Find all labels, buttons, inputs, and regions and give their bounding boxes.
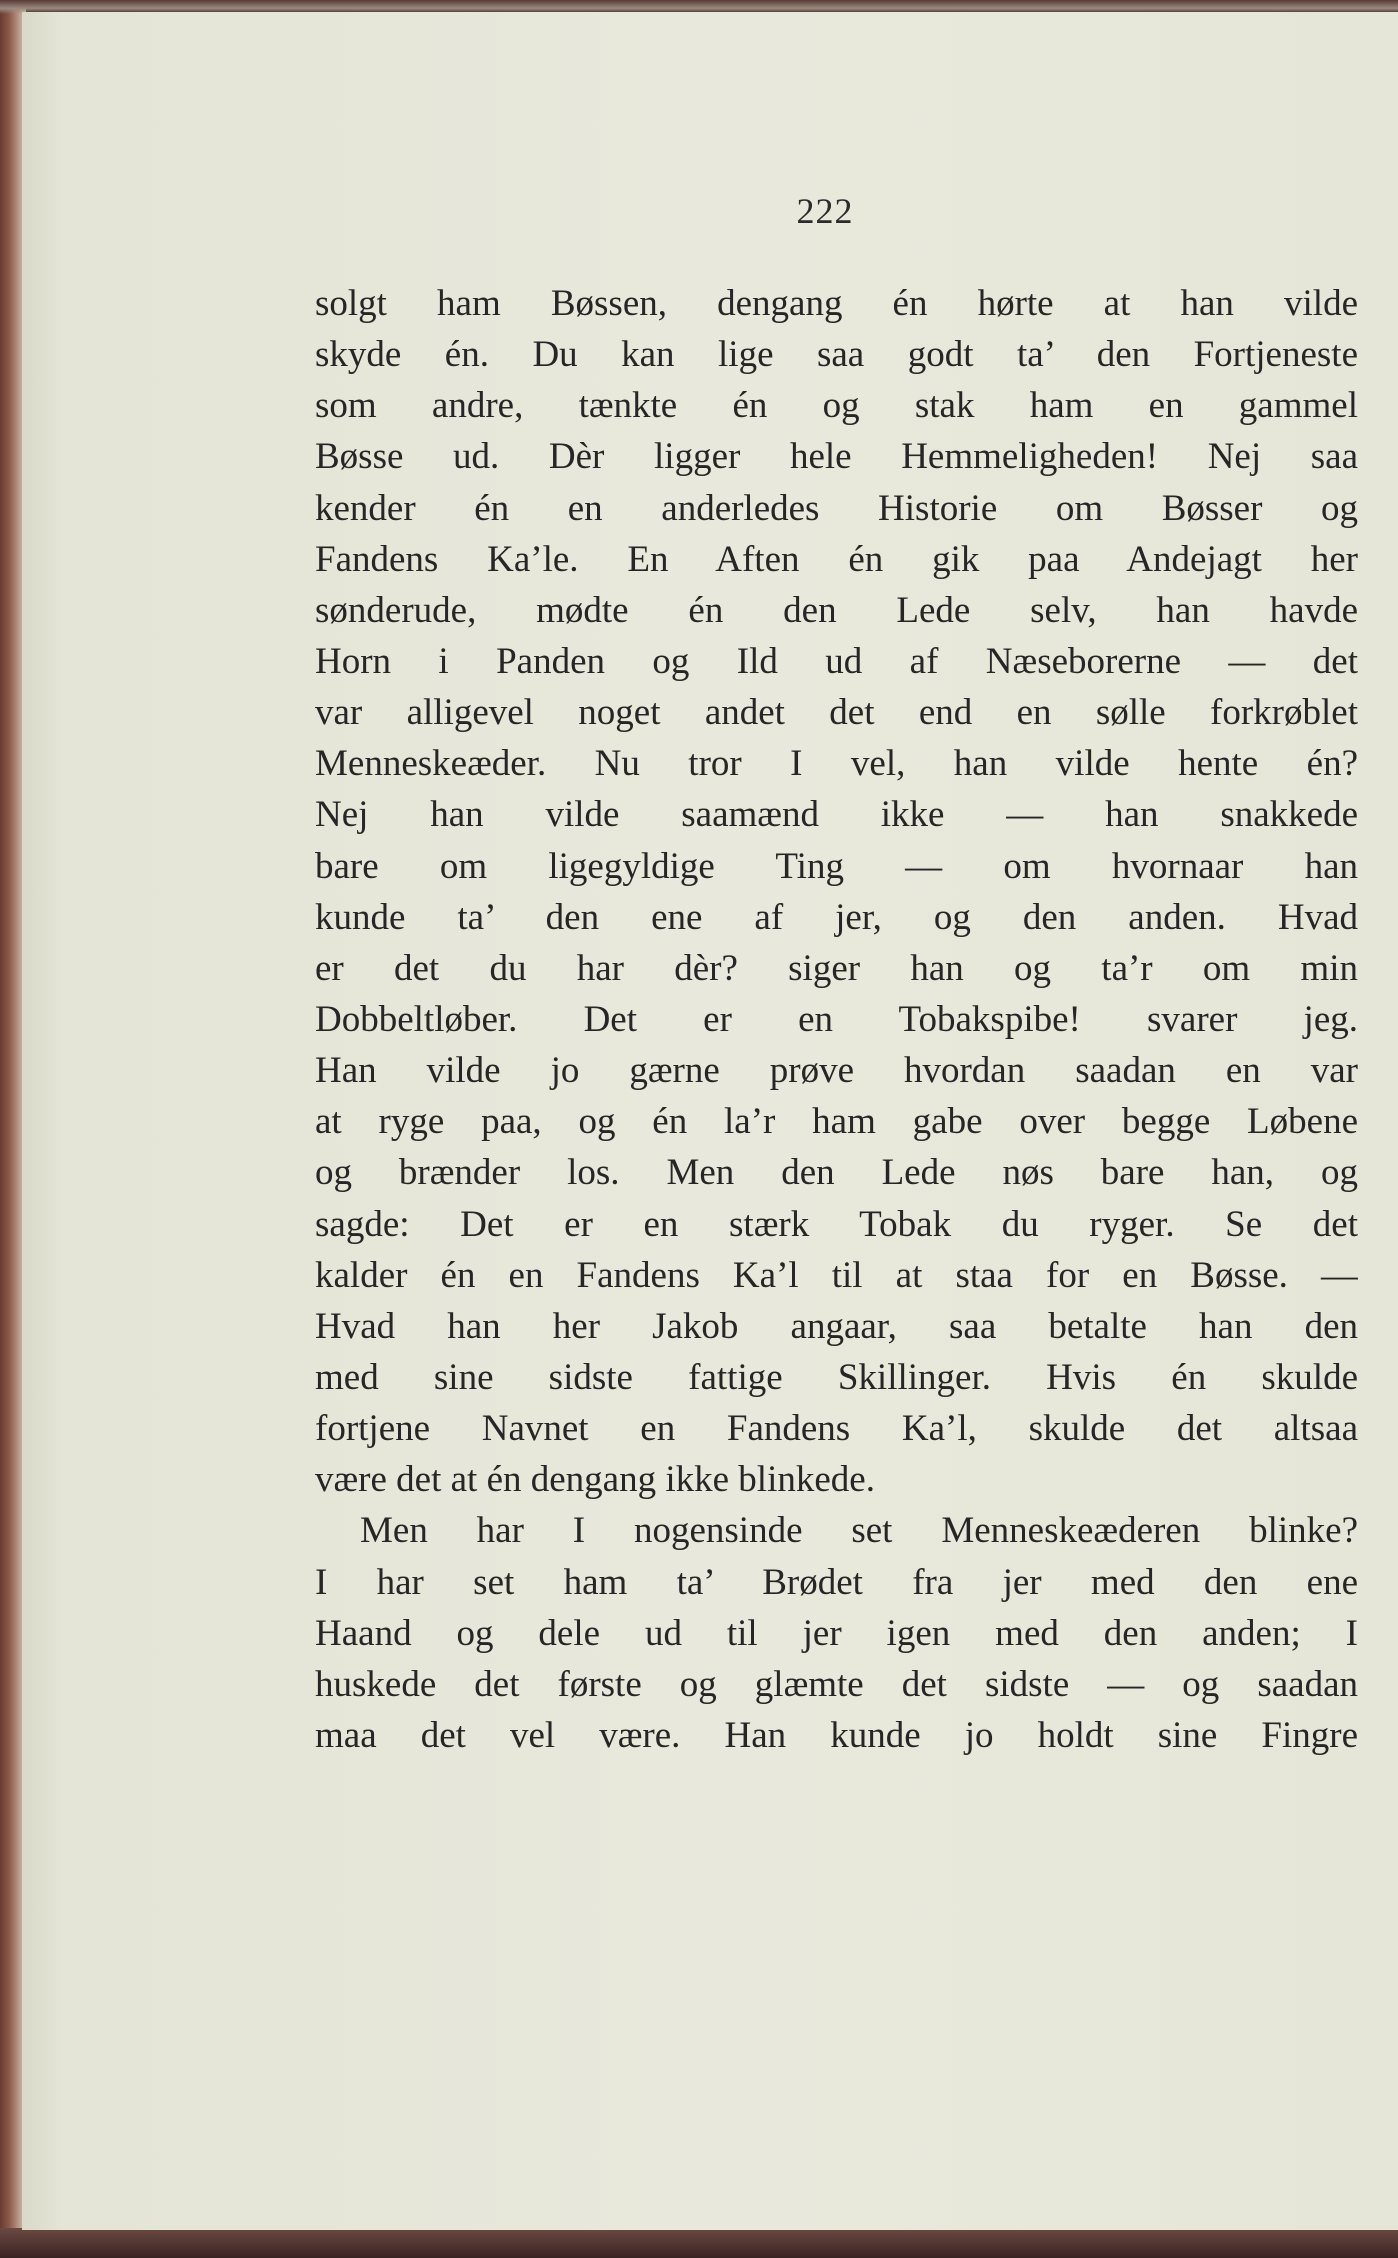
text-line: sønderude, mødte én den Lede selv, han havde [315, 589, 1358, 631]
text-line: Men har I nogensinde set Menneskeæderen blinke? [360, 1510, 1358, 1552]
text-line: Bøsse ud. Dèr ligger hele Hemmeligheden! Nej saa [315, 436, 1358, 478]
text-line: Haand og dele ud til jer igen med den anden; I [315, 1612, 1358, 1654]
text-line: Dobbeltløber. Det er en Tobakspibe! svarer jeg. [315, 998, 1358, 1040]
text-line: kalder én en Fandens Ka’l til at staa for en Bøsse. — [315, 1254, 1358, 1296]
text-line: sagde: Det er en stærk Tobak du ryger. Se det [315, 1203, 1358, 1245]
text-line: kunde ta’ den ene af jer, og den anden. Hvad [315, 896, 1358, 938]
text-line: Han vilde jo gærne prøve hvordan saadan en var [315, 1050, 1358, 1092]
text-line: Hvad han her Jakob angaar, saa betalte han den [315, 1305, 1358, 1347]
text-line: bare om ligegyldige Ting — om hvornaar han [315, 845, 1358, 887]
text-line: kender én en anderledes Historie om Bøsser og [315, 487, 1358, 529]
body-text [315, 278, 1358, 1761]
text-line: Fandens Ka’le. En Aften én gik paa Andejagt her [315, 538, 1358, 580]
book-page [22, 12, 1398, 2230]
text-line: at ryge paa, og én la’r ham gabe over begge Løbene [315, 1101, 1358, 1143]
text-line: fortjene Navnet en Fandens Ka’l, skulde det altsaa [315, 1408, 1358, 1450]
text-line: skyde én. Du kan lige saa godt ta’ den Fortjeneste [315, 334, 1358, 376]
text-line: med sine sidste fattige Skillinger. Hvis én skulde [315, 1356, 1358, 1398]
text-line: være det at én dengang ikke blinkede. [315, 1459, 875, 1501]
text-line: Nej han vilde saamænd ikke — han snakkede [315, 794, 1358, 836]
text-line: maa det vel være. Han kunde jo holdt sine Fingre [315, 1714, 1358, 1756]
text-line: som andre, tænkte én og stak ham en gammel [315, 385, 1358, 427]
text-line: Menneskeæder. Nu tror I vel, han vilde hente én? [315, 743, 1358, 785]
text-line: I har set ham ta’ Brødet fra jer med den ene [315, 1561, 1358, 1603]
text-line: er det du har dèr? siger han og ta’r om min [315, 947, 1358, 989]
text-line: var alligevel noget andet det end en sølle forkrøblet [315, 692, 1358, 734]
text-line: solgt ham Bøssen, dengang én hørte at han vilde [315, 283, 1358, 324]
text-line: huskede det første og glæmte det sidste — og saadan [315, 1663, 1358, 1705]
text-line: og brænder los. Men den Lede nøs bare han, og [315, 1152, 1358, 1194]
text-line: Horn i Panden og Ild ud af Næseborerne — det [315, 640, 1358, 682]
page-number: 222 [796, 191, 854, 231]
page-bottom-band [0, 2228, 1398, 2258]
